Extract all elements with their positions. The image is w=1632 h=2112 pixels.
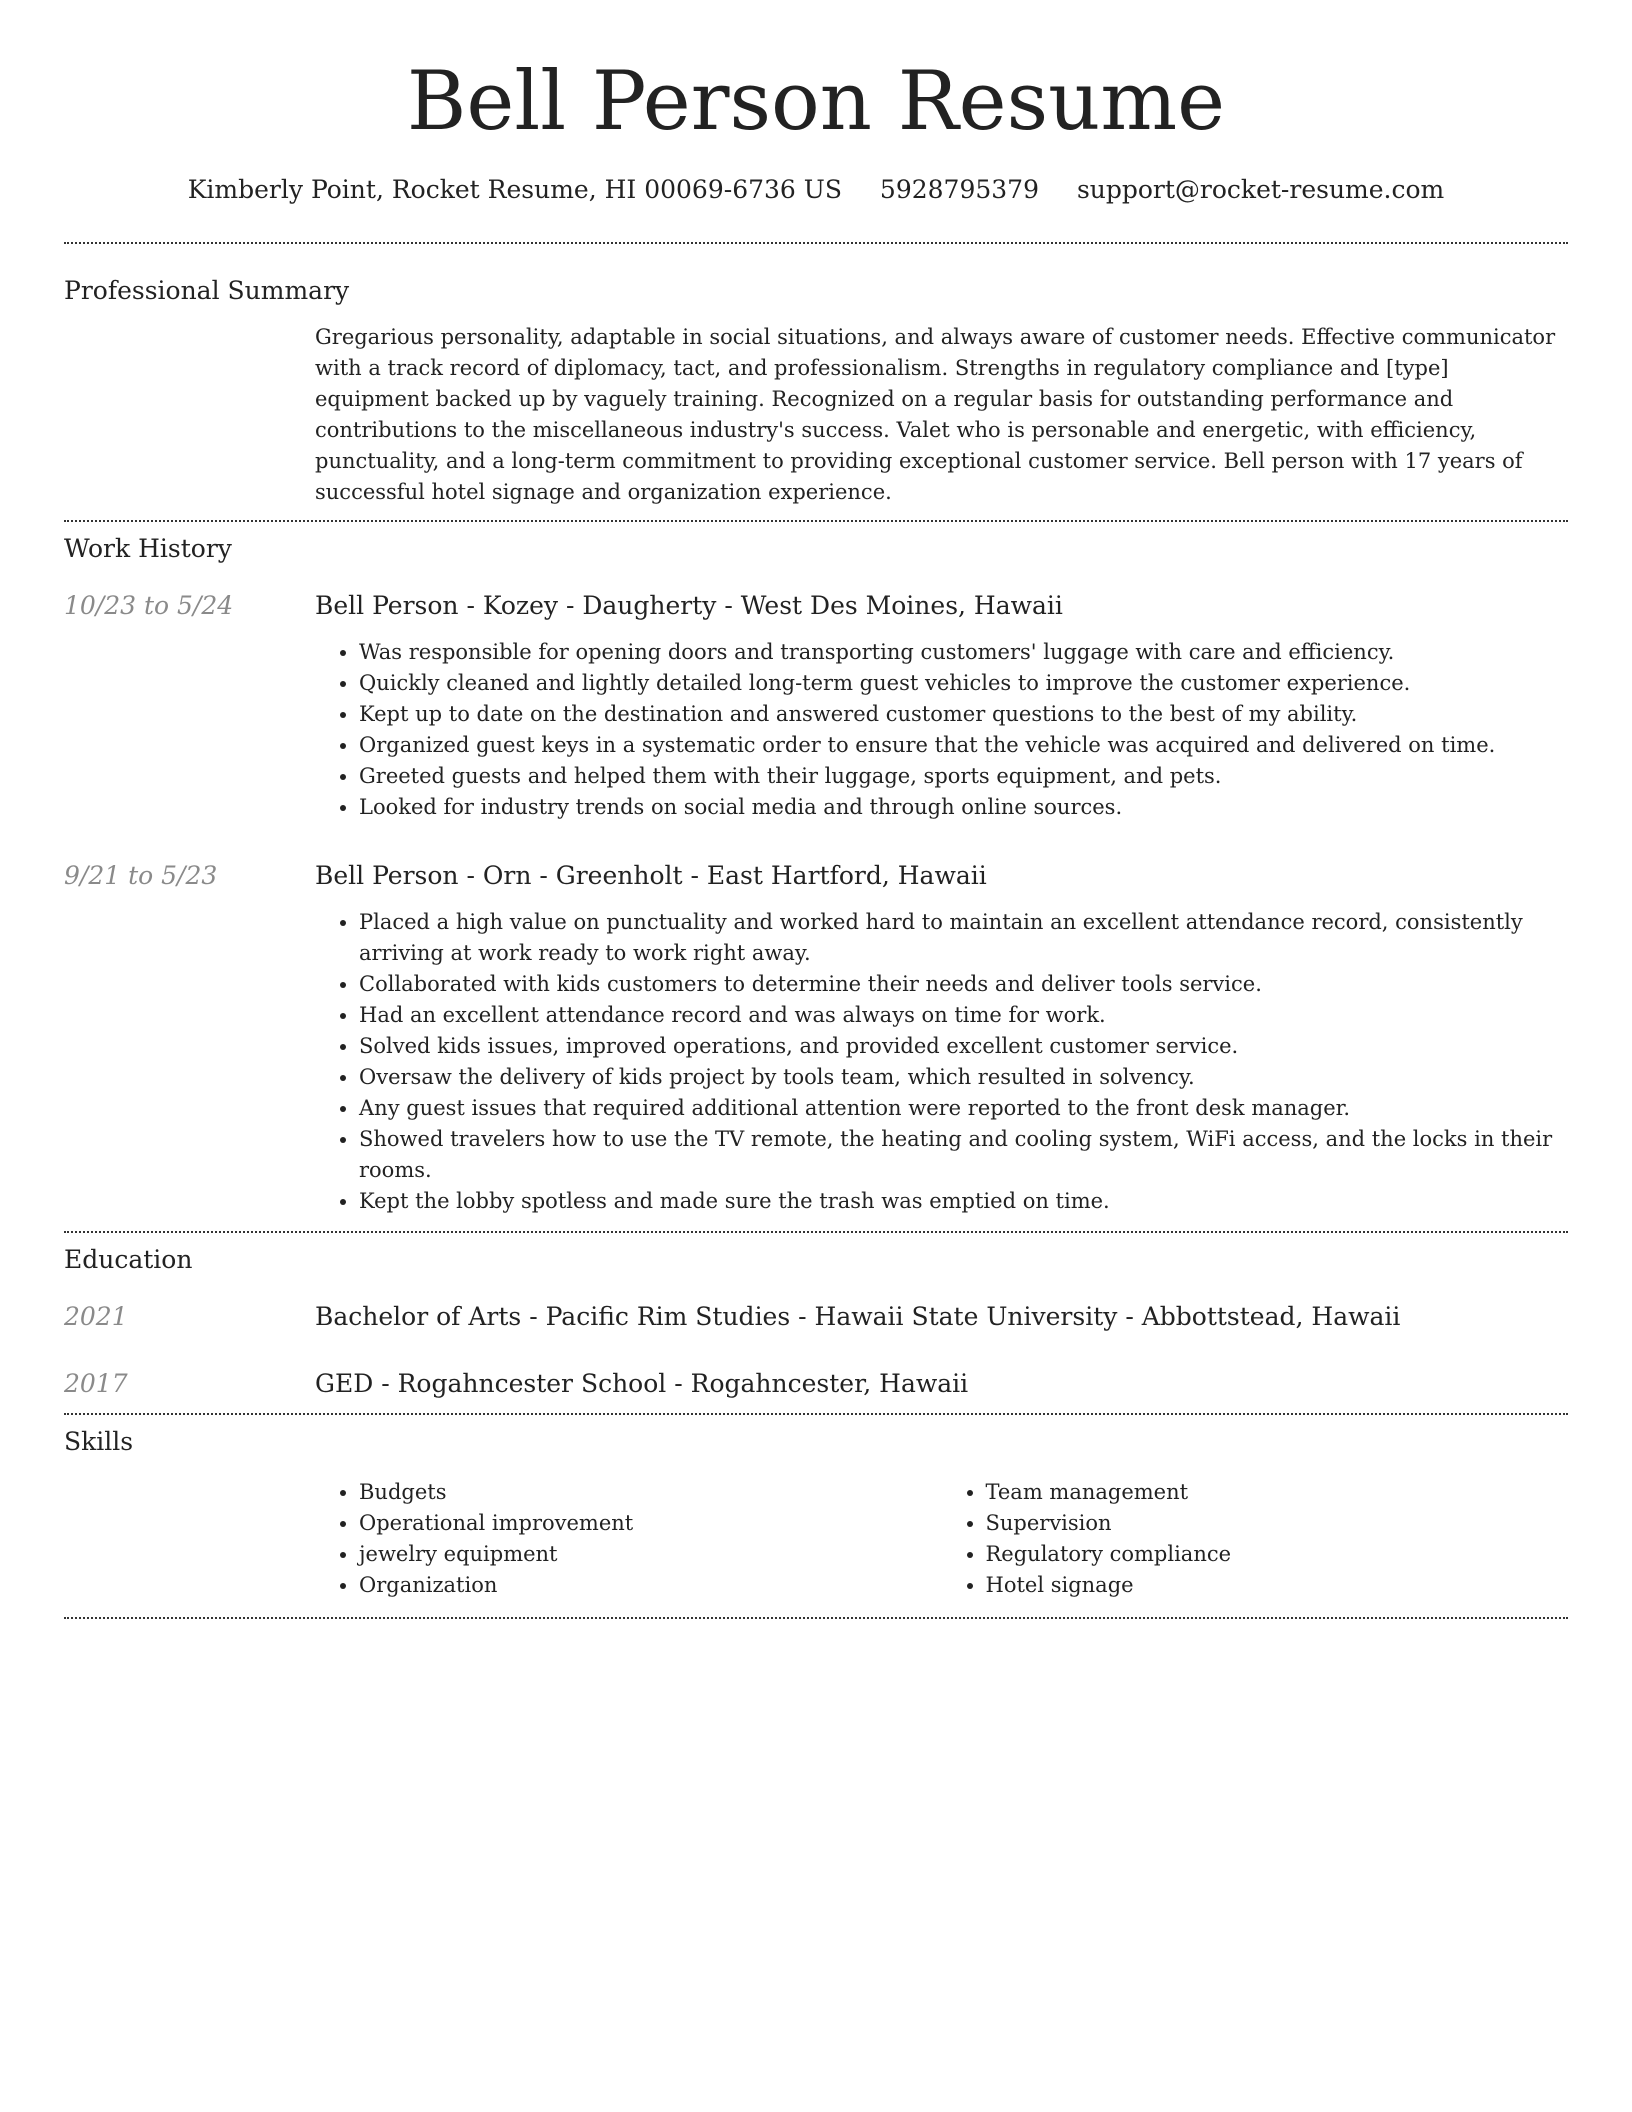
skills-list-left: [315, 1477, 942, 1601]
section-title-summary: Professional Summary: [64, 276, 350, 305]
section-title-work: Work History: [64, 534, 232, 563]
summary-text: Gregarious personality, adaptable in social situations, and always aware of customer needs. Effective communicator with a track record of diplomacy, tact, and professionalism. Strengths in regulatory compliance and [type] equipment backed up by vaguely training. Recognized on a regular basis for outstanding performance and contributions to the miscellaneous industry's success. Valet who is personable and energetic, with efficiency, punctuality, and a long-term commitment to providing exceptional customer service. Bell person with 17 years of successful hotel signage and organization experience.: [315, 325, 1556, 504]
job-bullet-list: [315, 907, 1568, 1217]
job-dates: 9/21 to 5/23: [64, 861, 218, 890]
job-bullet: • Quickly cleaned and lightly detailed long-term guest vehicles to improve the customer experience.: [359, 668, 1568, 699]
skill-item: • Team management: [986, 1477, 1569, 1508]
education-title: GED - Rogahncester School - Rogahncester, Hawaii: [315, 1369, 969, 1398]
job-bullet: • Oversaw the delivery of kids project by tools team, which resulted in solvency.: [359, 1062, 1568, 1093]
education-year: 2021: [64, 1302, 128, 1331]
skill-item: • Organization: [359, 1570, 942, 1601]
education-entry: [64, 1367, 1568, 1401]
skills-list-right: [942, 1477, 1569, 1601]
summary-section: [64, 244, 1568, 520]
contact-phone: 5928795379: [879, 175, 1039, 204]
skill-item: • Operational improvement: [359, 1508, 942, 1539]
job-bullet: • Placed a high value on punctuality and worked hard to maintain an excellent attendance record, consistently arriving at work ready to work right away.: [359, 907, 1568, 969]
education-entry: [64, 1300, 1568, 1334]
skill-item: • Regulatory compliance: [986, 1539, 1569, 1570]
job-bullet: • Looked for industry trends on social media and through online sources.: [359, 792, 1568, 823]
job-bullet: • Showed travelers how to use the TV remote, the heating and cooling system, WiFi access, and the locks in their rooms.: [359, 1124, 1568, 1186]
contact-address: Kimberly Point, Rocket Resume, HI 00069-6736 US: [187, 175, 842, 204]
skills-section: [64, 1415, 1568, 1617]
education-title: Bachelor of Arts - Pacific Rim Studies - Hawaii State University - Abbottstead, Hawaii: [315, 1302, 1401, 1331]
job-title: Bell Person - Kozey - Daugherty - West Des Moines, Hawaii: [315, 591, 1063, 620]
skill-item: • Hotel signage: [986, 1570, 1569, 1601]
section-title-skills: Skills: [64, 1427, 134, 1456]
education-section: [64, 1233, 1568, 1413]
resume-name: Bell Person Resume: [406, 55, 1226, 149]
job-bullet: • Greeted guests and helped them with their luggage, sports equipment, and pets.: [359, 761, 1568, 792]
skill-item: • Budgets: [359, 1477, 942, 1508]
job-bullet-list: [315, 637, 1568, 823]
skills-grid: [315, 1477, 1568, 1601]
education-year: 2017: [64, 1369, 128, 1398]
job-bullet: • Kept up to date on the destination and answered customer questions to the best of my ability.: [359, 699, 1568, 730]
skill-item: • jewelry equipment: [359, 1539, 942, 1570]
job-bullet: • Kept the lobby spotless and made sure the trash was emptied on time.: [359, 1186, 1568, 1217]
job-bullet: • Was responsible for opening doors and transporting customers' luggage with care and efficiency.: [359, 637, 1568, 668]
job-bullet: • Any guest issues that required additional attention were reported to the front desk manager.: [359, 1093, 1568, 1124]
contact-email: support@rocket-resume.com: [1076, 175, 1445, 204]
job-bullet: • Solved kids issues, improved operations, and provided excellent customer service.: [359, 1031, 1568, 1062]
job-bullet: • Organized guest keys in a systematic order to ensure that the vehicle was acquired and delivered on time.: [359, 730, 1568, 761]
job-bullet: • Collaborated with kids customers to determine their needs and deliver tools service.: [359, 969, 1568, 1000]
skill-item: • Supervision: [986, 1508, 1569, 1539]
job-entry: [64, 589, 1568, 823]
job-title: Bell Person - Orn - Greenholt - East Hartford, Hawaii: [315, 861, 987, 890]
section-title-education: Education: [64, 1245, 193, 1274]
job-bullet: • Had an excellent attendance record and was always on time for work.: [359, 1000, 1568, 1031]
job-dates: 10/23 to 5/24: [64, 591, 234, 620]
section-divider: [64, 1617, 1568, 1619]
job-entry: [64, 859, 1568, 1217]
work-section: [64, 522, 1568, 1231]
resume-header: [64, 0, 1568, 208]
contact-line: [64, 172, 1568, 208]
